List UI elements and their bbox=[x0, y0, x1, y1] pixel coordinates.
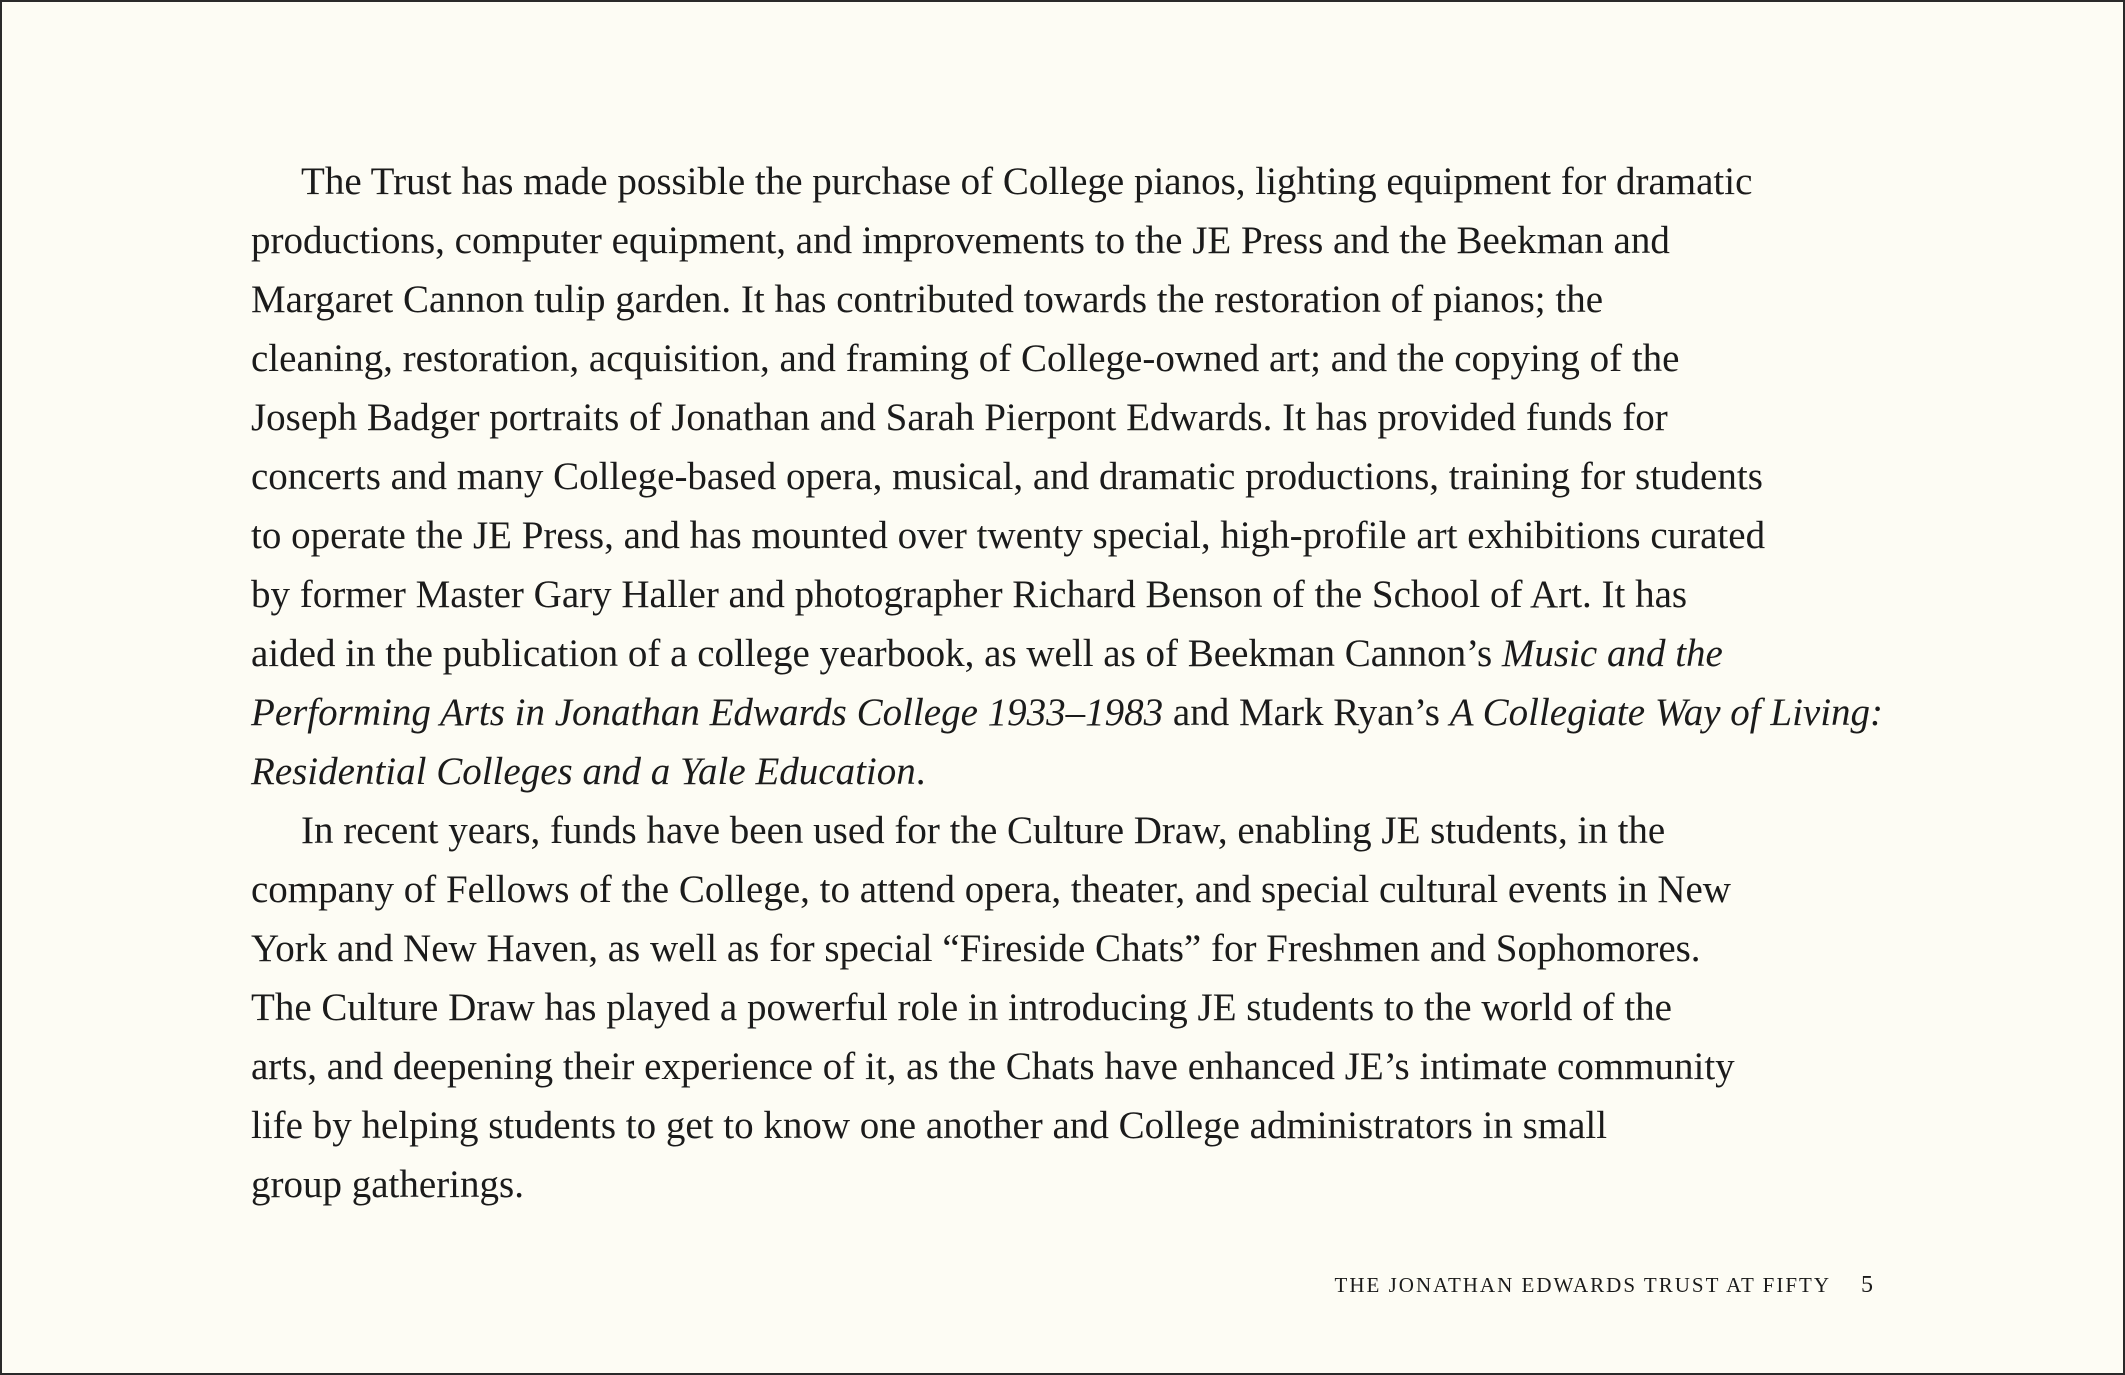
text-line bbox=[251, 565, 1891, 624]
text-segment: The Trust has made possible the purchase of College pianos, lighting equipment for dramatic bbox=[301, 160, 1753, 203]
italic-title-text: Music and the bbox=[1501, 632, 1723, 675]
text-line bbox=[251, 1155, 1891, 1214]
text-segment: Joseph Badger portraits of Jonathan and Sarah Pierpont Edwards. It has provided funds for bbox=[251, 396, 1668, 439]
text-segment: . bbox=[915, 750, 926, 793]
text-segment: and Mark Ryan’s bbox=[1163, 691, 1450, 734]
page-number: 5 bbox=[1861, 1272, 1873, 1298]
text-segment: concerts and many College-based opera, musical, and dramatic productions, training for students bbox=[251, 455, 1763, 498]
text-segment: by former Master Gary Haller and photographer Richard Benson of the School of Art. It has bbox=[251, 573, 1688, 616]
text-segment: In recent years, funds have been used for the Culture Draw, enabling JE students, in the bbox=[301, 809, 1666, 852]
text-line bbox=[251, 388, 1891, 447]
text-line bbox=[251, 211, 1891, 270]
text-line bbox=[251, 1037, 1891, 1096]
italic-title-text: Residential Colleges and a Yale Education bbox=[251, 750, 916, 793]
text-line bbox=[251, 329, 1891, 388]
text-line bbox=[251, 1096, 1891, 1155]
text-segment: group gatherings. bbox=[251, 1163, 524, 1206]
body-text bbox=[251, 152, 1891, 1214]
text-segment: to operate the JE Press, and has mounted over twenty special, high-profile art exhibitions curated bbox=[251, 514, 1766, 557]
text-segment: Margaret Cannon tulip garden. It has contributed towards the restoration of pianos; the bbox=[251, 278, 1604, 321]
text-line bbox=[251, 506, 1891, 565]
text-segment: The Culture Draw has played a powerful role in introducing JE students to the world of the bbox=[251, 986, 1672, 1029]
text-segment: life by helping students to get to know one another and College administrators in small bbox=[251, 1104, 1608, 1147]
text-line bbox=[251, 860, 1891, 919]
text-line bbox=[251, 683, 1891, 742]
text-line bbox=[251, 801, 1891, 860]
text-segment: aided in the publication of a college yearbook, as well as of Beekman Cannon’s bbox=[251, 632, 1502, 675]
text-line bbox=[251, 919, 1891, 978]
paragraph bbox=[251, 152, 1891, 801]
text-line bbox=[251, 624, 1891, 683]
text-segment: arts, and deepening their experience of it, as the Chats have enhanced JE’s intimate community bbox=[251, 1045, 1735, 1088]
italic-title-text: Performing Arts in Jonathan Edwards College 1933–1983 bbox=[251, 691, 1164, 734]
text-line bbox=[251, 270, 1891, 329]
text-line bbox=[251, 447, 1891, 506]
document-page bbox=[2, 2, 2123, 1373]
text-line bbox=[251, 742, 1891, 801]
italic-title-text: A Collegiate Way of Living: bbox=[1449, 691, 1884, 734]
text-segment: company of Fellows of the College, to attend opera, theater, and special cultural events in New bbox=[251, 868, 1731, 911]
text-segment: York and New Haven, as well as for special “Fireside Chats” for Freshmen and Sophomores. bbox=[251, 927, 1701, 970]
text-segment: productions, computer equipment, and improvements to the JE Press and the Beekman and bbox=[251, 219, 1670, 262]
text-segment: cleaning, restoration, acquisition, and framing of College-owned art; and the copying of the bbox=[251, 337, 1680, 380]
text-line bbox=[251, 152, 1891, 211]
text-line bbox=[251, 978, 1891, 1037]
running-head: THE JONATHAN EDWARDS TRUST AT FIFTY bbox=[1334, 1273, 1831, 1297]
page-footer bbox=[1335, 1272, 1873, 1299]
paragraph bbox=[251, 801, 1891, 1214]
